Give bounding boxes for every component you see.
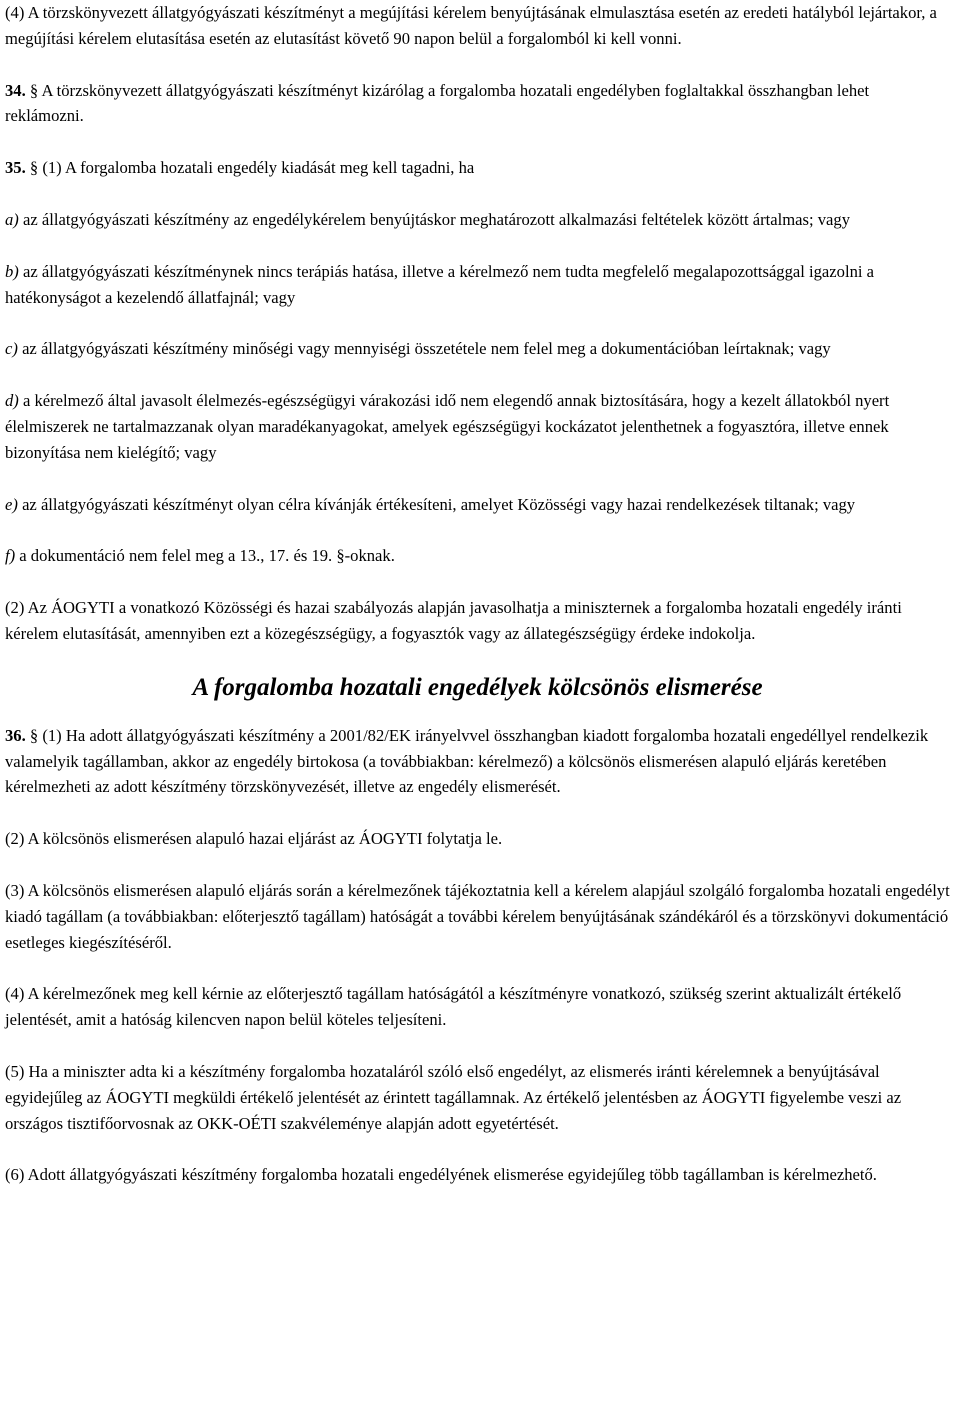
list-item-label: d) xyxy=(5,391,19,411)
section-36-paragraph-2: (2) A kölcsönös elismerésen alapuló hazai eljárást az ÁOGYTI folytatja le. xyxy=(5,829,503,849)
section-36-paragraph-6: (6) Adott állatgyógyászati készítmény forgalomba hozatali engedélyének elismerése egyidejűleg több tagállamban is kérelmezhető. xyxy=(5,1165,877,1185)
section-34 xyxy=(5,78,950,130)
list-item-a xyxy=(5,207,950,233)
list-item-text: az állatgyógyászati készítménynek nincs terápiás hatása, illetve a kérelmező nem tudta megfelelő megalapozottsággal igazolni a hatékonyságot a kezelendő állatfajnál; vagy xyxy=(5,261,874,307)
list-item-label: f) xyxy=(5,546,16,566)
section-sign: § xyxy=(29,725,39,745)
list-item-label: a) xyxy=(5,209,19,229)
section-sign: § xyxy=(29,80,39,100)
list-item-text: az állatgyógyászati készítményt olyan célra kívánják értékesíteni, amelyet Közösségi vagy hazai rendelkezések tiltanak; vagy xyxy=(22,494,856,514)
list-item-f xyxy=(5,543,950,569)
section-35-intro: (1) A forgalomba hozatali engedély kiadását meg kell tagadni, ha xyxy=(42,158,475,178)
section-36-paragraph-5: (5) Ha a miniszter adta ki a készítmény forgalomba hozataláról szóló első engedélyt, az elismerés iránti kérelemnek a benyújtásával egyidejűleg az ÁOGYTI megküldi értékelő jelentését az érintett tagállamnak. Az értékelő jelentésben az ÁOGYTI figyelembe veszi az országos tisztifőorvosnak az OKK-OÉTI szakvéleménye alapján adott egyetértését. xyxy=(5,1061,902,1133)
list-item-d xyxy=(5,388,950,465)
list-item-text: a dokumentáció nem felel meg a 13., 17. és 19. xyxy=(19,546,333,566)
chapter-heading: A forgalomba hozatali engedélyek kölcsönös elismerése xyxy=(192,673,763,701)
section-36-paragraph-1: (1) Ha adott állatgyógyászati készítmény a 2001/82/EK irányelvvel összhangban kiadott forgalomba hozatali engedéllyel rendelkezik valamelyik tagállamban, akkor az engedély birtokosa (a továbbiakban: kérelmező) a kölcsönös elismerésen alapuló eljárás keretében kérelmezheti az adott készítmény törzskönyvezését, illetve az engedély elismerését. xyxy=(5,725,929,797)
list-item-e xyxy=(5,492,950,518)
list-item-text: az állatgyógyászati készítmény az engedélykérelem benyújtáskor meghatározott alkalmazási feltételek között ártalmas; vagy xyxy=(22,209,851,229)
section-35-paragraph-2: (2) Az ÁOGYTI a vonatkozó Közösségi és hazai szabályozás alapján javasolhatja a miniszternek a forgalomba hozatali engedély iránti kérelem elutasítását, amennyiben ezt a közegészségügy, a fogyasztók vagy az állategészségügy érdeke indokolja. xyxy=(5,598,902,643)
list-item-b xyxy=(5,259,950,311)
section-number: 34. xyxy=(5,80,26,100)
section-sign: § xyxy=(29,158,39,178)
list-item-label: b) xyxy=(5,261,19,281)
section-36-paragraph-3: (3) A kölcsönös elismerésen alapuló eljárás során a kérelmezőnek tájékoztatnia kell a kérelem alapjául szolgáló forgalomba hozatali engedélyt kiadó tagállam (a továbbiakban: előterjesztő tagállam) hatóságát a további kérelem benyújtásának szándékáról és a törzskönyvi dokumentáció esetleges kiegészítéséről. xyxy=(5,880,950,952)
list-item-text: a kérelmező által javasolt élelmezés-egészségügyi várakozási idő nem elegendő annak biztosítására, hogy a kezelt állatokból nyert élelmiszerek ne tartalmazzanak olyan maradékanyagokat, amelyek egészségügyi kockázatot jelenthetnek a fogyasztóra, illetve ennek bizonyítása nem kielégítő; vagy xyxy=(5,391,890,462)
section-36 xyxy=(5,723,950,800)
list-item-label: c) xyxy=(5,339,18,359)
list-item-text-suffix: -oknak. xyxy=(344,546,395,566)
list-item-label: e) xyxy=(5,494,18,514)
paragraph-33-4: (4) A törzskönyvezett állatgyógyászati készítményt a megújítási kérelem benyújtásának elmulasztása esetén az eredeti hatályból lejártakor, a megújítási kérelem elutasítása esetén az elutasítást követő 90 napon belül a forgalomból ki kell vonni. xyxy=(5,3,937,48)
section-35 xyxy=(5,155,950,181)
section-36-paragraph-4: (4) A kérelmezőnek meg kell kérnie az előterjesztő tagállam hatóságától a készítményre vonatkozó, szükség szerint aktualizált értékelő jelentését, amit a hatóság kilencven napon belül köteles teljesíteni. xyxy=(5,984,902,1030)
section-number: 36. xyxy=(5,725,26,745)
section-sign: § xyxy=(336,546,345,566)
list-item-text: az állatgyógyászati készítmény minőségi vagy mennyiségi összetétele nem felel meg a dokumentációban leírtaknak; vagy xyxy=(22,339,831,359)
list-item-c xyxy=(5,336,950,362)
section-34-text: A törzskönyvezett állatgyógyászati készítményt kizárólag a forgalomba hozatali engedélyben foglaltakkal összhangban lehet reklámozni. xyxy=(5,80,870,126)
section-number: 35. xyxy=(5,158,26,178)
